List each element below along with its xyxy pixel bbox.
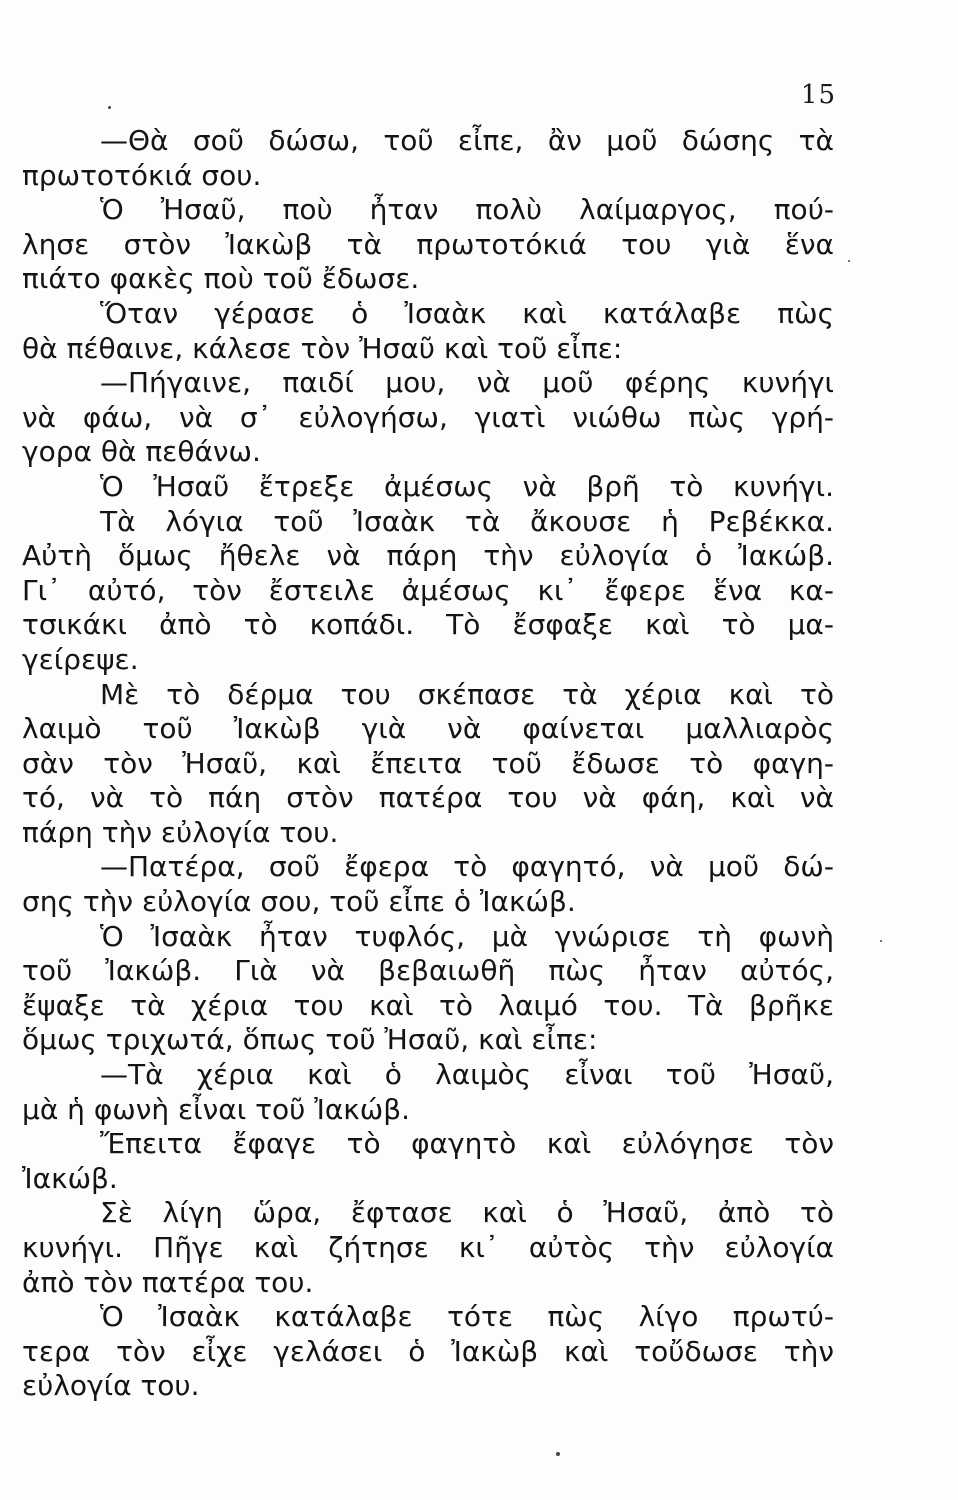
print-speck	[556, 1452, 560, 1456]
text-line: κυνήγι. Πῆγε καὶ ζήτησε κι᾽ αὐτὸς τὴν εὐλογία	[22, 1231, 834, 1264]
text-line: σὰν τὸν Ἠσαῦ, καὶ ἔπειτα τοῦ ἔδωσε τὸ φαγη-	[22, 746, 834, 780]
text-line: μὰ ἡ φωνὴ εἶναι τοῦ Ἰακώβ.	[22, 1092, 411, 1126]
text-line: ἀπὸ τὸν πατέρα του.	[22, 1265, 314, 1299]
text-line: Ἔπειτα ἔφαγε τὸ φαγητὸ καὶ εὐλόγησε τὸν	[100, 1127, 834, 1161]
text-line: πιάτο φακὲς ποὺ τοῦ ἔδωσε.	[22, 262, 420, 296]
text-line: Γι᾽ αὐτό, τὸν ἔστειλε ἀμέσως κι᾽ ἔφερε ἕνα κα-	[22, 573, 834, 607]
text-line: λησε στὸν Ἰακὼβ τὰ πρωτοτόκιά του γιὰ ἕνα	[22, 227, 834, 261]
text-line: ὅμως τριχωτά, ὅπως τοῦ Ἠσαῦ, καὶ εἶπε:	[22, 1023, 598, 1057]
print-speck	[880, 940, 882, 942]
print-speck	[848, 260, 850, 262]
text-line: —Θὰ σοῦ δώσω, τοῦ εἶπε, ἂν μοῦ δώσης τὰ	[100, 124, 834, 157]
text-line: Αὐτὴ ὅμως ἤθελε νὰ πάρη τὴν εὐλογία ὁ Ἰακώβ.	[22, 539, 834, 573]
text-line: τοῦ Ἰακώβ. Γιὰ νὰ βεβαιωθῆ πὼς ἦταν αὐτός,	[22, 954, 834, 988]
text-line: Μὲ τὸ δέρμα του σκέπασε τὰ χέρια καὶ τὸ	[100, 677, 834, 711]
text-line: Σὲ λίγη ὥρα, ἔφτασε καὶ ὁ Ἠσαῦ, ἀπὸ τὸ	[100, 1196, 834, 1230]
text-line: Ὁ Ἠσαῦ ἔτρεξε ἀμέσως νὰ βρῆ τὸ κυνήγι.	[100, 469, 834, 503]
text-line: θὰ πέθαινε, κάλεσε τὸν Ἠσαῦ καὶ τοῦ εἶπε:	[22, 331, 623, 365]
body-text	[22, 124, 834, 1404]
text-line: —Πατέρα, σοῦ ἔφερα τὸ φαγητό, νὰ μοῦ δώ-	[100, 850, 834, 884]
text-line: Ὁ Ἠσαῦ, ποὺ ἦταν πολὺ λαίμαργος, πού-	[100, 193, 834, 227]
text-line: λαιμὸ τοῦ Ἰακὼβ γιὰ νὰ φαίνεται μαλλιαρὸς	[22, 712, 834, 746]
text-line: εὐλογία του.	[22, 1369, 200, 1403]
text-line: τό, νὰ τὸ πάη στὸν πατέρα του νὰ φάη, καὶ νὰ	[22, 781, 834, 815]
text-line: πρωτοτόκιά σου.	[22, 158, 262, 192]
text-line: —Τὰ χέρια καὶ ὁ λαιμὸς εἶναι τοῦ Ἠσαῦ,	[100, 1058, 834, 1092]
text-line: —Πήγαινε, παιδί μου, νὰ μοῦ φέρης κυνήγι	[100, 366, 834, 400]
text-line: Ὁ Ἰσαὰκ ἦταν τυφλός, μὰ γνώρισε τὴ φωνὴ	[100, 919, 834, 953]
text-line: πάρη τὴν εὐλογία του.	[22, 815, 339, 849]
text-line: Τὰ λόγια τοῦ Ἰσαὰκ τὰ ἄκουσε ἡ Ρεβέκκα.	[100, 504, 834, 538]
text-line: τσικάκι ἀπὸ τὸ κοπάδι. Τὸ ἔσφαξε καὶ τὸ μα-	[22, 608, 834, 642]
text-line: γορα θὰ πεθάνω.	[22, 435, 261, 469]
text-line: νὰ φάω, νὰ σ᾽ εὐλογήσω, γιατὶ νιώθω πὼς γρή-	[22, 400, 834, 434]
text-line: Ἰακώβ.	[22, 1161, 118, 1195]
text-line: Ὁ Ἰσαὰκ κατάλαβε τότε πὼς λίγο πρωτύ-	[100, 1300, 834, 1334]
text-line: σης τὴν εὐλογία σου, τοῦ εἶπε ὁ Ἰακώβ.	[22, 885, 576, 919]
text-line: Ὅταν γέρασε ὁ Ἰσαὰκ καὶ κατάλαβε πὼς	[100, 296, 834, 330]
text-line: γείρεψε.	[22, 642, 139, 676]
text-line: ἔψαξε τὰ χέρια του καὶ τὸ λαιμό του. Τὰ βρῆκε	[22, 988, 834, 1022]
page-number: 15	[800, 80, 836, 110]
text-line: τερα τὸν εἶχε γελάσει ὁ Ἰακὼβ καὶ τοὔδωσε τὴν	[22, 1334, 834, 1368]
print-speck	[108, 106, 111, 109]
